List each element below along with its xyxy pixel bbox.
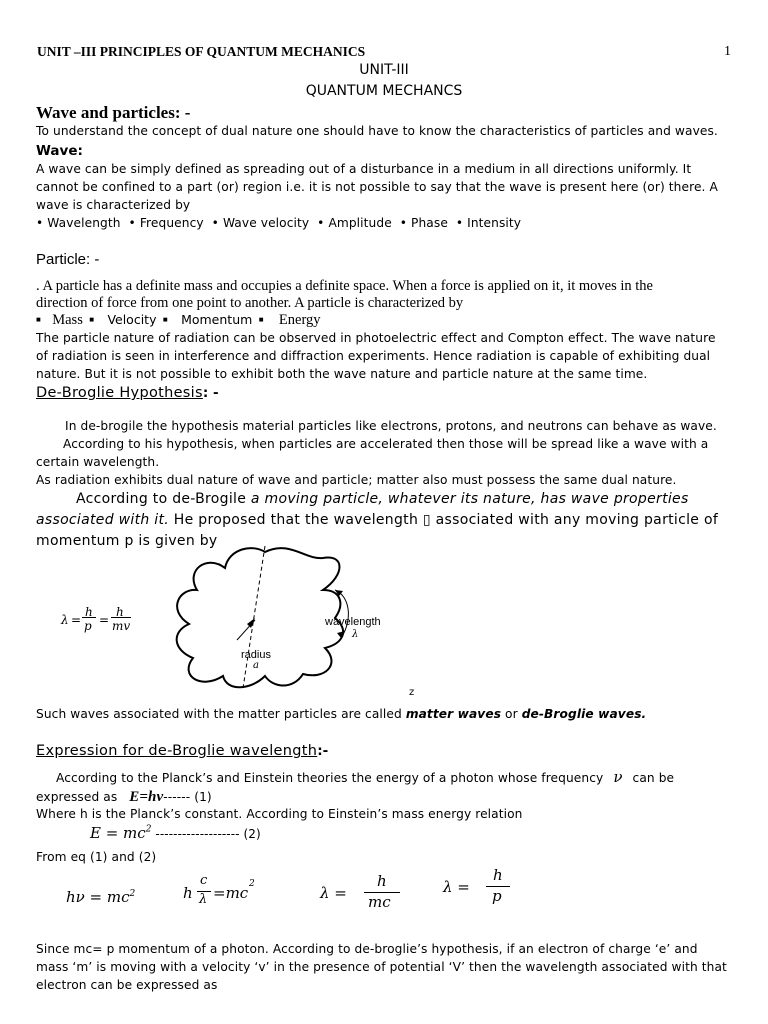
expression-text-line: electron can be expressed as — [36, 978, 218, 992]
particle-text-line: direction of force from one point to another. A particle is characterized by — [36, 295, 464, 311]
list-item: Wave velocity — [222, 216, 310, 230]
list-item: Wavelength — [47, 216, 121, 230]
list-item: Velocity — [107, 312, 157, 327]
formula-numerator: h — [116, 605, 124, 619]
derivation-formula-3 — [320, 872, 410, 914]
figure-z-label: z — [409, 687, 415, 698]
square-bullet-icon: ■ — [162, 315, 168, 324]
expression-text: According to the Planck’s and Einstein theories the energy of a photon whose frequency — [56, 771, 604, 785]
list-item: Frequency — [139, 216, 204, 230]
formula-text: hν = mc — [66, 888, 130, 906]
particle-text-line: . A particle has a definite mass and occupies a definite space. When a force is applied on it, it moves in the — [36, 278, 653, 294]
formula-h: h — [183, 884, 193, 902]
intro-text: To understand the concept of dual nature one should have to know the characteristics of particles and waves. — [36, 124, 718, 138]
equation-2-line — [90, 824, 261, 843]
debroglie-text-line: certain wavelength. — [36, 455, 160, 469]
particle-text-line: nature. But it is not possible to exhibit both the wave nature and particle nature at the same time. — [36, 367, 648, 381]
radius-label: radius — [241, 649, 271, 661]
expression-text-line — [56, 768, 674, 786]
equation-1: E=hν — [129, 789, 164, 805]
statement-lead: According to de-Brogile — [76, 491, 251, 507]
list-item: Mass — [52, 312, 83, 328]
debroglie-formula — [61, 605, 141, 639]
formula-rhs: =mc — [213, 884, 249, 902]
expression-heading-suffix: :- — [317, 743, 329, 759]
wave-text-line: A wave can be simply defined as spreading out of a disturbance in a medium in all directions uniformly. It — [36, 162, 692, 176]
expression-text-line: Since mc= p momentum of a photon. According to de-broglie’s hypothesis, if an electron of charge ‘e’ and — [36, 942, 698, 956]
fraction-bar — [82, 617, 96, 618]
statement-rest: He proposed that the wavelength ▯ associated with any moving particle of — [169, 512, 719, 528]
particle-text-line: The particle nature of radiation can be observed in photoelectric effect and Compton effect. The wave nature — [36, 331, 716, 345]
square-bullet-icon: ■ — [258, 315, 264, 324]
wave-characteristics-list — [36, 216, 521, 230]
expression-text-line: From eq (1) and (2) — [36, 850, 157, 864]
formula-lhs: λ = — [320, 884, 347, 902]
list-item: Phase — [411, 216, 448, 230]
square-bullet-icon: ■ — [36, 315, 41, 324]
debroglie-statement-line — [36, 512, 718, 528]
formula-equals: = — [99, 613, 110, 627]
formula-exponent: 2 — [249, 879, 255, 889]
formula-denominator: p — [84, 619, 92, 633]
matter-lead: Such waves associated with the matter particles are called — [36, 707, 406, 721]
wave-text-line: cannot be confined to a part (or) region i.e. it is not possible to say that the wave is present here (or) there. A — [36, 180, 718, 194]
bullet-icon: • — [128, 216, 136, 230]
list-item: Energy — [278, 312, 321, 328]
nu-symbol: ν — [613, 768, 623, 786]
wave-text-line: wave is characterized by — [36, 198, 191, 212]
bullet-icon: • — [455, 216, 464, 230]
equation-2-number: ------------------- (2) — [155, 827, 261, 841]
fraction-bar — [111, 617, 131, 618]
particle-heading: Particle: - — [36, 251, 100, 268]
debroglie-text-line: In de-brogile the hypothesis material particles like electrons, protons, and neutrons can behave as wave. — [65, 419, 717, 433]
formula-lhs: λ = — [443, 878, 470, 896]
formula-numerator: h — [377, 872, 387, 890]
formula-lambda: λ — [61, 613, 69, 627]
formula-numerator: h — [85, 605, 93, 619]
matter-term: matter waves — [405, 707, 502, 721]
section-heading-wave-particles: Wave and particles: - — [36, 103, 191, 122]
statement-italic: a moving particle, whatever its nature, has wave properties — [250, 491, 689, 507]
formula-denominator: p — [492, 887, 502, 905]
bullet-icon: • — [399, 216, 408, 230]
derivation-formula-1 — [66, 888, 135, 906]
running-title: UNIT –III PRINCIPLES OF QUANTUM MECHANICS — [37, 44, 366, 59]
radius-symbol: a — [253, 660, 259, 671]
expression-text: can be — [632, 771, 675, 785]
debroglie-statement-line — [76, 491, 689, 507]
orbit-wave-path — [177, 548, 343, 687]
wavelength-symbol: λ — [352, 629, 359, 640]
debroglie-heading-suffix: : - — [202, 385, 219, 401]
formula-exponent: 2 — [129, 889, 136, 899]
formula-denominator: mc — [368, 893, 391, 911]
radius-arrow-head — [247, 618, 255, 628]
expression-text-line — [36, 789, 212, 806]
particle-text-line: of radiation is seen in interference and diffraction experiments. Hence radiation is capable of exhibiting dual — [36, 349, 711, 363]
debroglie-heading-text: De-Broglie Hypothesis — [36, 385, 203, 401]
bullet-icon: • — [36, 216, 44, 230]
formula-denominator: mv — [112, 619, 131, 633]
derivation-formula-4 — [443, 866, 523, 908]
formula-numerator: c — [200, 873, 208, 888]
matter-waves-line — [36, 707, 646, 721]
page-number: 1 — [724, 44, 731, 59]
statement-italic: associated with it. — [36, 512, 170, 528]
expression-text-line: mass ‘m’ is moving with a velocity ‘v’ in the presence of potential ‘V’ then the wavelength associated with that — [36, 960, 727, 974]
formula-equals: = — [71, 613, 82, 627]
debroglie-text-line: According to his hypothesis, when particles are accelerated then those will be spread like a wave with a — [63, 437, 709, 451]
debroglie-statement-line: momentum p is given by — [36, 533, 218, 549]
debroglie-heading — [36, 384, 219, 402]
equation-1-number: ------ (1) — [163, 790, 212, 804]
expression-text-line: Where h is the Planck’s constant. According to Einstein’s mass energy relation — [36, 807, 523, 821]
expression-heading — [36, 742, 328, 760]
equation-2-exponent: 2 — [145, 824, 152, 835]
square-bullet-icon: ■ — [89, 315, 95, 324]
bullet-icon: • — [211, 216, 219, 230]
page-title: QUANTUM MECHANCS — [305, 83, 463, 99]
matter-term: de-Broglie waves. — [521, 707, 647, 721]
particle-characteristics-list — [36, 312, 321, 329]
wave-heading: Wave: — [36, 143, 83, 159]
list-item: Intensity — [467, 216, 522, 230]
expression-text: expressed as — [36, 790, 118, 804]
standing-wave-orbit-diagram — [165, 540, 405, 700]
list-item: Amplitude — [328, 216, 392, 230]
list-item: Momentum — [181, 312, 253, 327]
equation-2: E = mc — [90, 824, 146, 842]
matter-or: or — [501, 707, 522, 721]
debroglie-text-line: As radiation exhibits dual nature of wave and particle; matter also must possess the same dual nature. — [36, 473, 677, 487]
formula-denominator: λ — [199, 892, 208, 907]
formula-numerator: h — [493, 866, 503, 884]
expression-heading-text: Expression for de-Broglie wavelength — [36, 743, 318, 759]
wavelength-label: wavelength — [325, 616, 381, 628]
derivation-formula-2 — [183, 873, 283, 913]
bullet-icon: • — [317, 216, 325, 230]
unit-title: UNIT-III — [359, 62, 409, 78]
